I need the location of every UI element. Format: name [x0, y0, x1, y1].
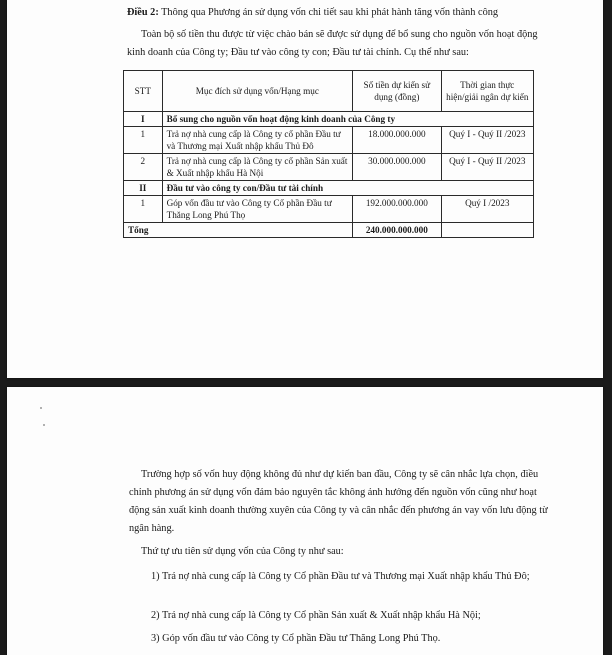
section-title: Bổ sung cho nguồn vốn hoạt động kinh doanh của Công ty: [162, 112, 533, 127]
row-purpose: Góp vốn đầu tư vào Công ty Cổ phần Đầu tư Thăng Long Phú Thọ: [162, 196, 353, 223]
scan-speck: [43, 424, 45, 426]
contingency-paragraph: Trường hợp số vốn huy động không đủ như dự kiến ban đầu, Công ty sẽ cân nhắc lựa chọn, điều chỉnh phương án sử dụng vốn đảm bảo nguyên tắc không ảnh hưởng đến nguồn vốn cũng như hoạt động sản xuất kinh doanh thường xuyên của Công ty và cân nhắc đến phương án vay vốn lưu động từ ngân hàng.: [129, 469, 548, 534]
row-time: Quý I - Quý II /2023: [441, 127, 533, 154]
total-label: Tổng: [124, 223, 353, 238]
section-number: II: [124, 181, 163, 196]
table-row: [124, 196, 534, 223]
table-total-row: [124, 223, 534, 238]
section-title: Đầu tư vào công ty con/Đầu tư tài chính: [162, 181, 533, 196]
row-amount: 30.000.000.000: [353, 154, 441, 181]
table-row: [124, 154, 534, 181]
table-section-row: [124, 181, 534, 196]
article-label: Điều 2:: [127, 7, 159, 18]
row-time: Quý I - Quý II /2023: [441, 154, 533, 181]
document-page-1: [7, 0, 603, 378]
row-amount: 18.000.000.000: [353, 127, 441, 154]
article-heading: [127, 4, 542, 22]
capital-allocation-table: [123, 70, 534, 238]
header-stt: STT: [124, 71, 163, 112]
table-header-row: [124, 71, 534, 112]
priority-heading: Thứ tự ưu tiên sử dụng vốn của Công ty như sau:: [141, 546, 344, 557]
total-empty-cell: [441, 223, 533, 238]
header-amount: Số tiền dự kiến sử dụng (đồng): [353, 71, 441, 112]
priority-item: 1) Trả nợ nhà cung cấp là Công ty Cổ phần Đầu tư và Thương mại Xuất nhập khẩu Thủ Đô;: [151, 571, 530, 582]
row-stt: 1: [124, 196, 163, 223]
intro-paragraph: Toàn bộ số tiền thu được từ việc chào bán sẽ được sử dụng để bổ sung cho nguồn vốn hoạt động kinh doanh của Công ty; Đầu tư vào công ty con; Đầu tư tài chính. Cụ thể như sau:: [127, 29, 538, 58]
row-purpose: Trả nợ nhà cung cấp là Công ty cổ phần Sản xuất & Xuất nhập khẩu Hà Nội: [162, 154, 353, 181]
priority-item: 2) Trả nợ nhà cung cấp là Công ty Cổ phần Sản xuất & Xuất nhập khẩu Hà Nội;: [151, 610, 481, 621]
row-amount: 192.000.000.000: [353, 196, 441, 223]
row-purpose: Trả nợ nhà cung cấp là Công ty cổ phần Đầu tư và Thương mại Xuất nhập khẩu Thủ Đô: [162, 127, 353, 154]
row-stt: 1: [124, 127, 163, 154]
document-page-2: [7, 387, 603, 655]
total-amount: 240.000.000.000: [353, 223, 441, 238]
row-stt: 2: [124, 154, 163, 181]
header-time: Thời gian thực hiện/giải ngân dự kiến: [441, 71, 533, 112]
header-purpose: Mục đích sử dụng vốn/Hạng mục: [162, 71, 353, 112]
scan-speck: [40, 407, 42, 409]
section-number: I: [124, 112, 163, 127]
table-row: [124, 127, 534, 154]
row-time: Quý I /2023: [441, 196, 533, 223]
table-section-row: [124, 112, 534, 127]
article-title: Thông qua Phương án sử dụng vốn chi tiết sau khi phát hành tăng vốn thành công: [161, 7, 499, 18]
priority-item: 3) Góp vốn đầu tư vào Công ty Cổ phần Đầu tư Thăng Long Phú Thọ.: [151, 633, 441, 644]
